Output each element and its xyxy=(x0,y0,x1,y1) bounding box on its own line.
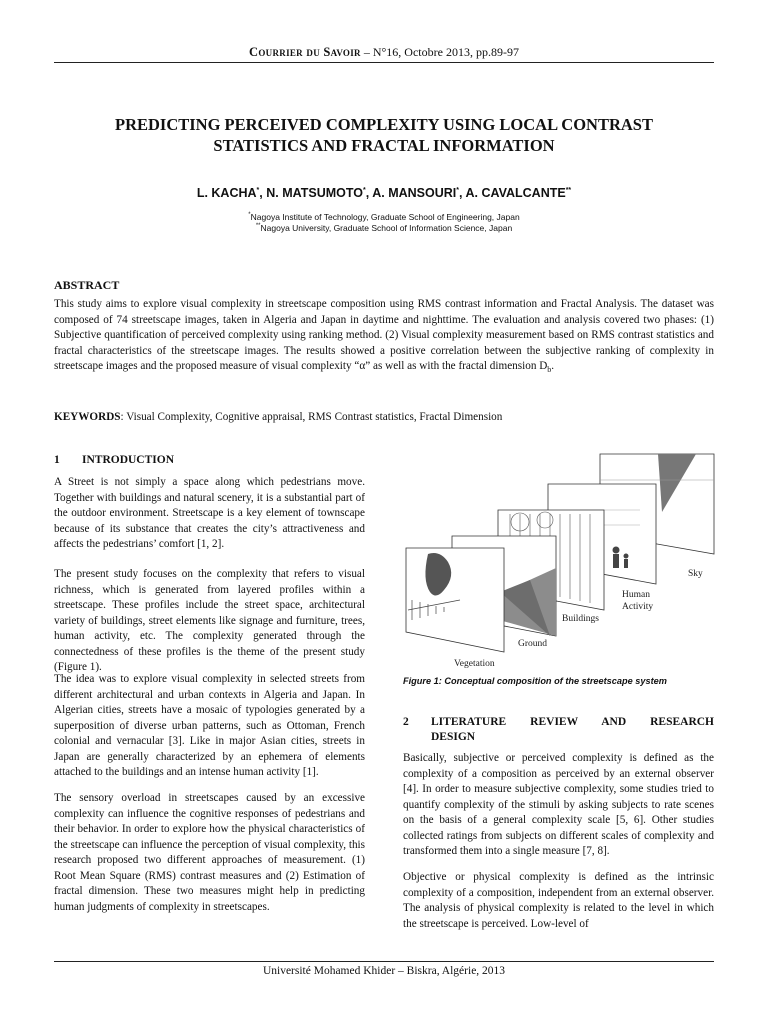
section-title: LITERATURE REVIEW AND RESEARCH xyxy=(431,716,714,728)
footer-rule xyxy=(54,961,714,962)
label-buildings: Buildings xyxy=(562,614,599,624)
keywords xyxy=(54,411,714,423)
literature-paragraph: Basically, subjective or perceived complexity is defined as the complexity of a composition as perceived by an external observer [4]. In order to measure subjective complexity, some studies tried to quantify complexity of the stimuli by asking subjects to rate scenes on the basis of a general complexity scale [5, 6]. Other studies collected ratings from subjects on different scales of complexity and transformed them into a single measure [7, 8]. xyxy=(403,752,714,857)
author-name: A. CAVALCANTE xyxy=(465,186,566,200)
section-title: INTRODUCTION xyxy=(82,454,175,466)
paper-title-line-1: PREDICTING PERCEIVED COMPLEXITY USING LOCAL CONTRAST xyxy=(114,115,653,134)
paper-title-line-2: STATISTICS AND FRACTAL INFORMATION xyxy=(213,136,555,155)
header-rule xyxy=(54,62,714,63)
abstract-heading: ABSTRACT xyxy=(54,278,120,292)
section-number: 2 xyxy=(403,716,409,728)
keywords-label: KEYWORDS xyxy=(54,411,121,423)
label-human-activity: Human xyxy=(622,590,650,600)
figure-1 xyxy=(400,450,716,672)
label-human-activity: Activity xyxy=(622,602,654,612)
section-title-continued: DESIGN xyxy=(431,731,476,743)
keywords-text: : Visual Complexity, Cognitive appraisal, RMS Contrast statistics, Fractal Dimension xyxy=(120,411,503,423)
section-heading-literature-review xyxy=(403,715,714,745)
running-header xyxy=(0,45,768,60)
author-list: L. KACHA*, N. MATSUMOTO*, A. MANSOURI*, A. CAVALCANTE** xyxy=(196,186,572,200)
author-mark: * xyxy=(256,186,260,194)
literature-paragraph: Objective or physical complexity is defined as the intrinsic complexity of a composition, independent from an external observer. The analysis of physical complexity is related to the level in which the streetscape is perceived. Low-level of xyxy=(403,871,714,930)
label-sky: Sky xyxy=(688,569,703,579)
label-ground: Ground xyxy=(518,639,548,649)
affiliation-text: Nagoya University, Graduate School of Information Science, Japan xyxy=(260,222,513,233)
intro-paragraph: A Street is not simply a space along which pedestrians move. Together with buildings and natural scenery, it is a substantial part of the outdoor environment. Streetscape is a key element of townscape because of its substance that creates the city’s attractiveness and affects the pedestrians’ comfort [1, 2]. xyxy=(54,476,365,550)
affiliation-mark: ** xyxy=(255,223,261,229)
affiliation-text: Nagoya Institute of Technology, Graduate School of Engineering, Japan xyxy=(250,211,520,222)
author-mark: * xyxy=(456,186,459,194)
intro-paragraph: The idea was to explore visual complexity in selected streets from different architectural and urban contexts in Algeria and Japan. In Algerian cities, streets have a mosaic of typologies generated by a superposition of diverse urban patterns, such as Ottoman, French colonial and vernacular [3]. Like in major Asian cities, streets in Japan are generally characterized by an ephemera of elements attached to the buildings and an intense human activity [1]. xyxy=(54,673,365,778)
affiliation-mark: * xyxy=(248,212,251,218)
section-heading-introduction xyxy=(54,454,365,466)
streetscape-diagram xyxy=(400,450,716,672)
author-mark: * xyxy=(363,186,366,194)
author-mark: ** xyxy=(565,186,572,194)
figure-1-caption: Figure 1: Conceptual composition of the streetscape system xyxy=(403,676,667,686)
label-vegetation: Vegetation xyxy=(454,659,495,669)
abstract-subscript: b xyxy=(547,365,552,375)
author-name: N. MATSUMOTO xyxy=(266,186,363,200)
affiliation xyxy=(54,221,714,234)
section-number: 1 xyxy=(54,454,60,466)
abstract-text: This study aims to explore visual complexity in streetscape composition using RMS contrast information and Fractal Analysis. The dataset was composed of 74 streetscape images, taken in Algeria and Japan in daytime and nighttime. The evaluation and analysis covered two phases: (1) Subjective quantification of perceived complexity using ranking method. (2) Visual complexity measurement based on RMS contrast statistics and fractal characteristics of the streetscape images. The results showed a positive correlation between the subjective ranking of complexity in streetscape images and the proposed measure of visual complexity “α” as well as with the fractal dimension D xyxy=(54,298,714,372)
journal-name: Courrier du Savoir xyxy=(249,45,361,59)
paper-title xyxy=(54,114,714,156)
intro-paragraph: The sensory overload in streetscapes caused by an excessive complexity can influence the cognitive responses of pedestrians and their behavior. In order to explore how the physical characteristics of the streetscape can influence the perception of visual complexity, this research proposed two different approaches of measurement. (1) Root Mean Square (RMS) contrast measures and (2) Estimation of fractal dimension. These two measures might help in predicting human judgments of complexity in streetscapes. xyxy=(54,792,365,913)
journal-issue: – N°16, Octobre 2013, pp.89-97 xyxy=(360,45,519,59)
abstract-body xyxy=(54,297,714,378)
vegetation-layer xyxy=(406,548,504,652)
author-name: A. MANSOURI xyxy=(372,186,457,200)
running-footer: Université Mohamed Khider – Biskra, Algérie, 2013 xyxy=(262,965,506,977)
intro-paragraph: The present study focuses on the complexity that refers to visual richness, which is generated from layered profiles within a streetscape. These profiles include the street space, architectural variety of buildings, street elements like signage and furniture, trees, human activity, etc. The complexity generated through the connectedness of these profiles is the theme of the present study (Figure 1). xyxy=(54,568,365,673)
abstract-text-end: . xyxy=(551,360,555,372)
author-name: L. KACHA xyxy=(196,186,257,200)
